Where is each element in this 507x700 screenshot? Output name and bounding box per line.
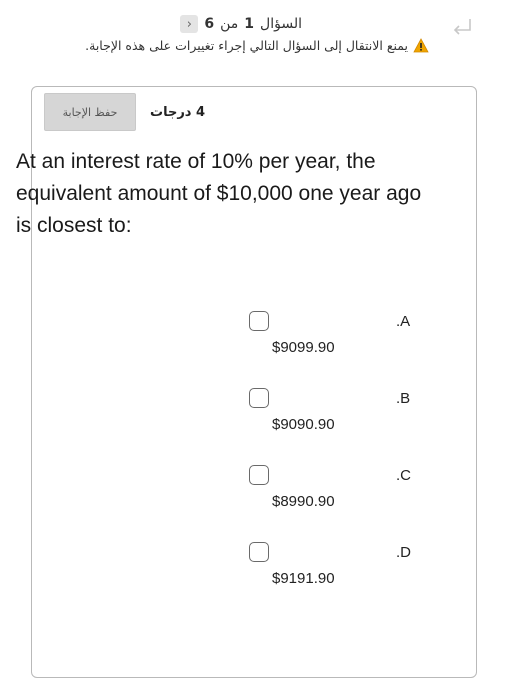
choice-c-radio[interactable] <box>249 465 269 485</box>
warning-text: يمنع الانتقال إلى السؤال التالي إجراء تغييرات على هذه الإجابة. <box>85 38 408 53</box>
question-counter <box>180 14 302 34</box>
choice-b-value: $9090.90 <box>272 416 335 433</box>
choice-a-letter: A. <box>396 313 411 330</box>
points-label: 4 درجات <box>150 104 206 120</box>
choice-a-value: $9099.90 <box>272 339 335 356</box>
choice-b-letter: B. <box>396 390 411 407</box>
choice-d[interactable] <box>31 542 475 612</box>
choice-d-value: $9191.90 <box>272 570 335 587</box>
choice-c[interactable] <box>31 465 475 535</box>
choice-d-radio[interactable] <box>249 542 269 562</box>
of-word: من <box>220 16 239 32</box>
choice-c-value: $8990.90 <box>272 493 335 510</box>
choice-d-letter: D. <box>396 544 412 561</box>
question-word: السؤال <box>260 16 302 32</box>
save-answer-label: حفظ الإجابة <box>62 105 118 119</box>
question-total: 6 <box>204 16 215 32</box>
question-number: 1 <box>244 16 255 32</box>
save-answer-button[interactable] <box>44 93 136 131</box>
choice-a[interactable] <box>31 311 475 381</box>
return-arrow-icon[interactable] <box>449 16 475 42</box>
warning-icon <box>413 38 429 53</box>
panel-header <box>44 93 205 131</box>
choice-c-letter: C. <box>396 467 412 484</box>
chevron-left-icon: ‹ <box>186 16 192 32</box>
choice-a-radio[interactable] <box>249 311 269 331</box>
question-text: At an interest rate of 10% per year, the equivalent amount of $10,000 one year ago is closest to: <box>16 150 422 237</box>
previous-question-button[interactable] <box>180 15 198 33</box>
choice-b-radio[interactable] <box>249 388 269 408</box>
navigation-warning <box>85 38 429 53</box>
choice-b[interactable] <box>31 388 475 458</box>
